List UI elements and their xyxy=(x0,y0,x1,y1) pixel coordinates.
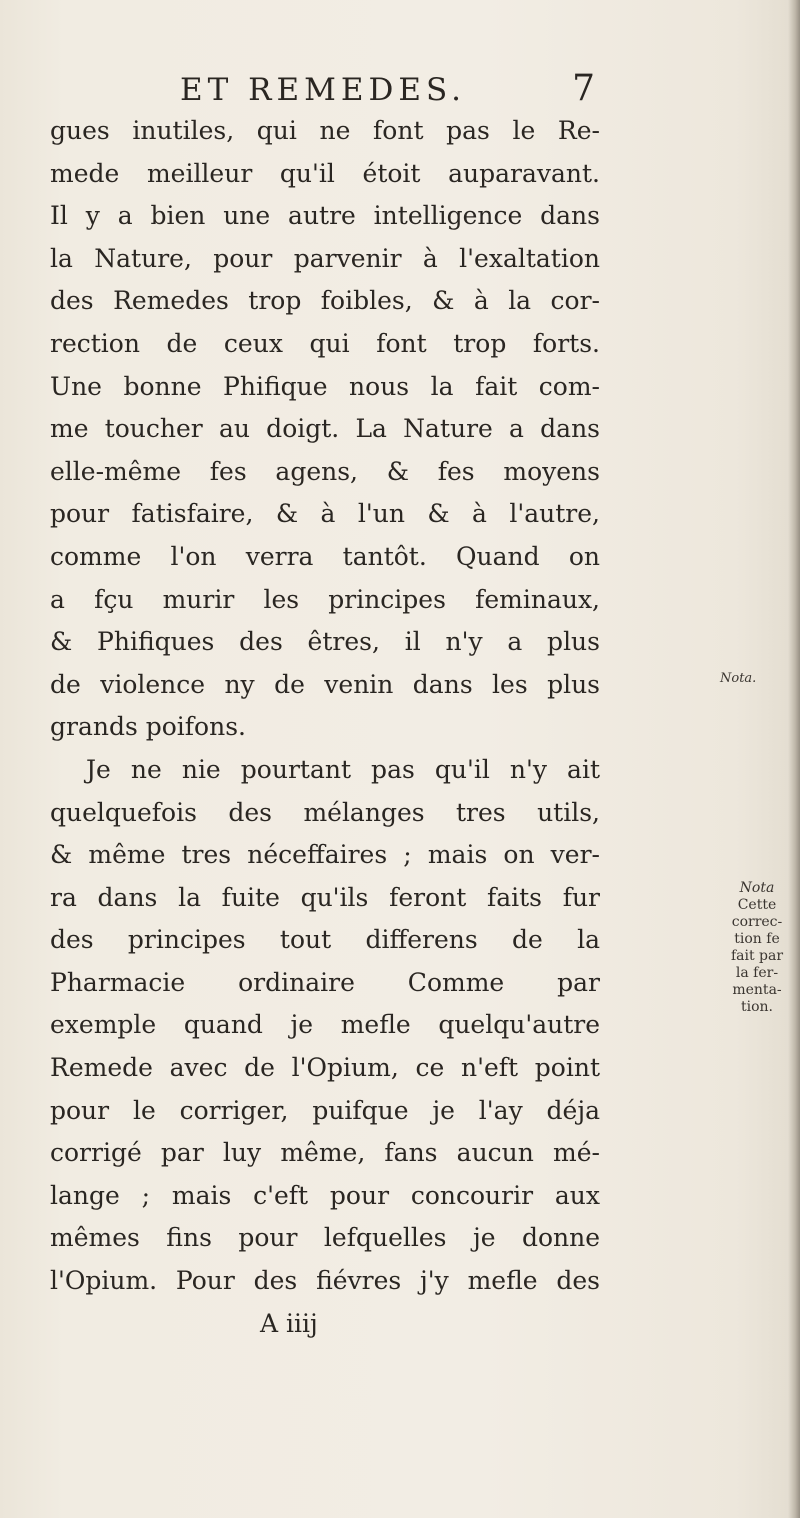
text-line: des principes tout differens de la xyxy=(50,925,600,955)
text-line: Une bonne Phifique nous la fait com- xyxy=(50,371,600,401)
text-line: corrigé par luy même, fans aucun mé- xyxy=(50,1138,600,1168)
text-line: des Remedes trop foibles, & à la cor- xyxy=(50,286,600,316)
text-line: Pharmacie ordinaire Comme par xyxy=(50,967,600,997)
running-title: ET REMEDES. xyxy=(180,72,466,108)
text-line: grands poifons. xyxy=(50,712,246,742)
text-line: mede meilleur qu'il étoit auparavant. xyxy=(50,158,600,188)
paragraph-start-line: Je ne nie pourtant pas qu'il n'y ait xyxy=(86,754,600,784)
text-line: mêmes fins pour lefquelles je donne xyxy=(50,1223,600,1253)
text-line: me toucher au doigt. La Nature a dans xyxy=(50,414,600,444)
text-line: ra dans la fuite qu'ils feront faits fur xyxy=(50,882,600,912)
text-line: de violence ny de venin dans les plus xyxy=(50,669,600,699)
text-line: pour fatisfaire, & à l'un & à l'autre, xyxy=(50,499,600,529)
text-line: lange ; mais c'eft pour concourir aux xyxy=(50,1180,600,1210)
text-line: a fçu murir les principes feminaux, xyxy=(50,584,600,614)
margin-note-correction xyxy=(718,880,796,1016)
margin-note-line: fait par xyxy=(730,948,784,964)
margin-note-line: correc- xyxy=(731,914,783,930)
page-number: 7 xyxy=(572,68,600,109)
text-body xyxy=(50,110,600,1345)
margin-note-line: Nota xyxy=(739,880,775,896)
text-line: & même tres néceffaires ; mais on ver- xyxy=(50,840,600,870)
signature-mark: A iiij xyxy=(260,1308,318,1338)
margin-note-line: la fer- xyxy=(735,965,779,981)
text-line: & Phifiques des êtres, il n'y a plus xyxy=(50,627,600,657)
text-line: Il y a bien une autre intelligence dans xyxy=(50,201,600,231)
text-line: Remede avec de l'Opium, ce n'eft point xyxy=(50,1053,600,1083)
margin-note-line: tion fe xyxy=(734,931,780,947)
text-line: la Nature, pour parvenir à l'exaltation xyxy=(50,243,600,273)
margin-note-line: Cette xyxy=(737,897,777,913)
text-line: quelquefois des mélanges tres utils, xyxy=(50,797,600,827)
margin-note-nota: Nota. xyxy=(720,671,757,686)
text-line: rection de ceux qui font trop forts. xyxy=(50,328,600,358)
text-line: comme l'on verra tantôt. Quand on xyxy=(50,541,600,571)
text-line: gues inutiles, qui ne font pas le Re- xyxy=(50,116,600,145)
text-line: pour le corriger, puifque je l'ay déja xyxy=(50,1095,600,1125)
page-header xyxy=(180,68,600,112)
text-line: elle-même fes agens, & fes moyens xyxy=(50,456,600,486)
margin-note-line: menta- xyxy=(732,982,782,998)
text-line: l'Opium. Pour des fiévres j'y mefle des xyxy=(50,1266,600,1296)
text-line: exemple quand je mefle quelqu'autre xyxy=(50,1010,600,1040)
margin-note-line: tion. xyxy=(741,999,773,1015)
page-edge-shadow xyxy=(788,0,800,1518)
